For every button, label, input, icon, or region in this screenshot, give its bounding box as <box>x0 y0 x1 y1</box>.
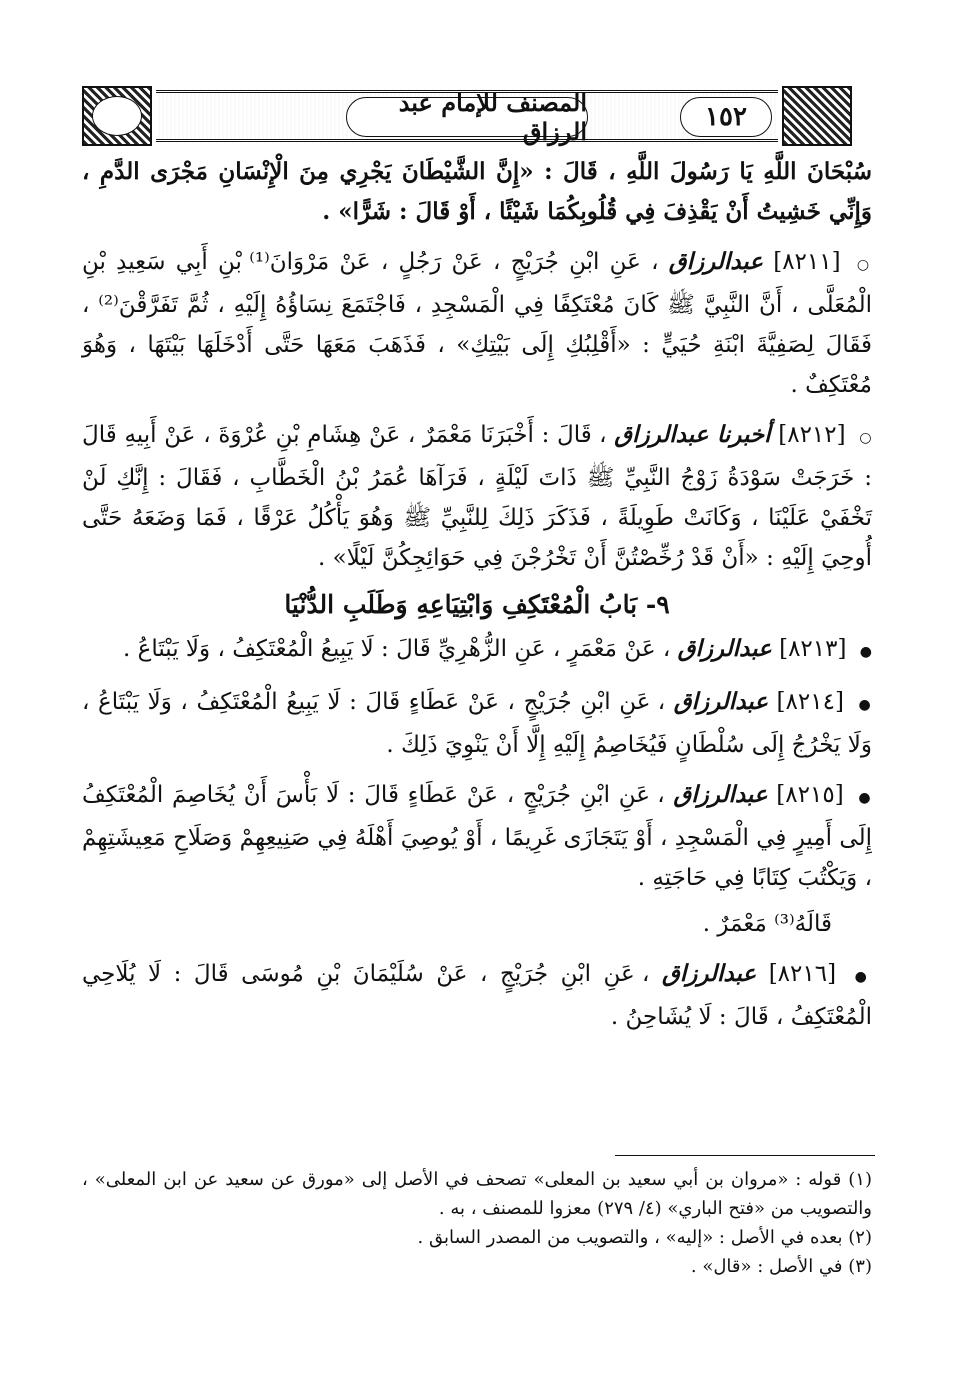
header-band <box>156 88 778 146</box>
footnote-number: (١) <box>848 1169 872 1190</box>
footnote-number: (٢) <box>848 1227 872 1248</box>
page-number-box <box>680 97 772 137</box>
entry-marker: ● <box>858 790 873 806</box>
narrator-lead: عبدالرزاق <box>677 635 772 662</box>
entry-marker: ● <box>859 644 872 660</box>
entry-number: [٨٢١٣] <box>779 636 847 662</box>
continuation-paragraph <box>82 152 872 232</box>
footnote-text: بعده في الأصل : «إليه» ، والتصويب من المصدر السابق . <box>417 1227 843 1248</box>
footnote <box>82 1223 872 1252</box>
page-number: ١٥٢ <box>705 102 747 132</box>
header-title-box <box>346 88 588 146</box>
chapter-heading: ٩- بَابُ الْمُعْتَكِفِ وَابْتِيَاعِهِ وَطَلَبِ الدُّنْيَا <box>284 590 670 619</box>
footnote <box>82 1252 872 1281</box>
entry-marker: ● <box>858 697 873 713</box>
publisher-logo <box>92 96 142 136</box>
entry-sub-text: قَالَهُ⁽³⁾ مَعْمَرٌ . <box>702 911 832 937</box>
narrator-lead: عبدالرزاق <box>661 960 757 987</box>
entry-text: ، عَنِ ابْنِ جُرَيْجٍ ، عَنْ رَجُلٍ ، عَنْ مَرْوَانَ⁽¹⁾ بْنِ أَبِي سَعِيدِ بْنِ الْمُعَلَّى ، أَنَّ النَّبِيَّ ﷺ كَانَ مُعْتَكِفًا فِي الْمَسْجِدِ ، فَاجْتَمَعَ نِسَاؤُهُ إِلَيْهِ ، ثُمَّ تَفَرَّقْنَ⁽²⁾ ، فَقَالَ لِصَفِيَّةَ ابْنَةِ حُيَيٍّ : «أَقْلِبُكِ إِلَى بَيْتِكِ» ، فَذَهَبَ مَعَهَا حَتَّى أَدْخَلَهَا بَيْتَهَا ، وَهُوَ مُعْتَكِفٌ . <box>82 249 872 398</box>
entry-text: ، عَنِ ابْنِ جُرَيْجٍ ، عَنْ عَطَاءٍ قَالَ : لَا يَبِيعُ الْمُعْتَكِفُ ، وَلَا يَبْتَاعُ ، وَلَا يَخْرُجُ إِلَى سُلْطَانٍ فَيُخَاصِمُ إِلَيْهِ إِلَّا أَنْ يَنْوِيَ ذَلِكَ . <box>82 689 872 758</box>
entry-marker: ○ <box>859 430 872 446</box>
main-text <box>82 152 872 1043</box>
entry-number: [٨٢١٤] <box>776 689 844 715</box>
header-ornament-right <box>782 86 852 146</box>
entry-number: [٨٢١٦] <box>768 961 837 987</box>
entry-text: ، عَنْ مَعْمَرٍ ، عَنِ الزُّهْرِيِّ قَالَ : لَا يَبِيعُ الْمُعْتَكِفُ ، وَلَا يَبْتَاعُ . <box>122 636 671 662</box>
hadith-entry <box>82 954 872 1037</box>
entry-marker: ○ <box>856 257 873 273</box>
paragraph-text: سُبْحَانَ اللَّهِ يَا رَسُولَ اللَّهِ ، قَالَ : «إِنَّ الشَّيْطَانَ يَجْرِي مِنَ الْإِنْسَانِ مَجْرَى الدَّمِ ، وَإِنِّي خَشِيتُ أَنْ يَقْذِفَ فِي قُلُوبِكُمَا شَيْئًا ، أَوْ قَالَ : شَرًّا» . <box>82 158 872 225</box>
header-ornament-left <box>82 86 152 146</box>
hadith-entry <box>82 775 872 898</box>
hadith-entry <box>82 682 872 765</box>
entry-number: [٨٢١٢] <box>778 422 846 448</box>
entry-sub-line <box>82 904 872 944</box>
entry-marker: ● <box>854 969 873 985</box>
narrator-lead: أخبرنا عبدالرزاق <box>614 421 771 448</box>
hadith-entry <box>82 629 872 672</box>
entry-number: [٨٢١١] <box>773 249 841 275</box>
entry-text: ، عَنِ ابْنِ جُرَيْجٍ ، عَنْ سُلَيْمَانَ بْنِ مُوسَى قَالَ : لَا يُلَاحِي الْمُعْتَكِفُ ، قَالَ : لَا يُشَاحِنُ . <box>82 961 872 1030</box>
footnote-divider <box>615 1155 875 1156</box>
hadith-entry <box>82 415 872 578</box>
entry-text: ، قَالَ : أَخْبَرَنَا مَعْمَرٌ ، عَنْ هِشَامِ بْنِ عُرْوَةَ ، عَنْ أَبِيهِ قَالَ : خَرَجَتْ سَوْدَةُ زَوْجُ النَّبِيِّ ﷺ ذَاتَ لَيْلَةٍ ، فَرَآهَا عُمَرُ بْنُ الْخَطَّابِ ، فَقَالَ : إِنَّكِ لَنْ تَخْفَيْ عَلَيْنَا ، وَكَانَتْ طَوِيلَةً ، فَذَكَرَ ذَلِكَ لِلنَّبِيِّ ﷺ وَهُوَ يَأْكُلُ عَرْقًا ، فَمَا وَضَعَهُ حَتَّى أُوحِيَ إِلَيْهِ : «أَنْ قَدْ رُخِّصْتُنَّ أَنْ تَخْرُجْنَ فِي حَوَائِجِكُنَّ لَيْلًا» . <box>82 422 872 571</box>
narrator-lead: عبدالرزاق <box>668 248 763 275</box>
entry-number: [٨٢١٥] <box>776 782 844 808</box>
narrator-lead: عبدالرزاق <box>673 781 768 808</box>
entry-text: ، عَنِ ابْنِ جُرَيْجٍ ، عَنْ عَطَاءٍ قَالَ : لَا بَأْسَ أَنْ يُخَاصِمَ الْمُعْتَكِفُ إِلَى أَمِيرٍ فِي الْمَسْجِدِ ، أَوْ يَتَجَازَى غَرِيمًا ، أَوْ يُوصِيَ أَهْلَهُ فِي صَنِيعِهِمْ وَصَلَاحِ مَعِيشَتِهِمْ ، وَيَكْتُبَ كِتَابًا فِي حَاجَتِهِ . <box>82 782 872 891</box>
book-title: المصنف للإمام عبد الرزاق <box>398 88 587 146</box>
running-header <box>82 86 852 146</box>
footnote <box>82 1165 872 1223</box>
footnotes <box>82 1165 872 1281</box>
footnote-number: (٣) <box>848 1256 872 1277</box>
hadith-entry <box>82 242 872 405</box>
footnote-text: قوله : «مروان بن أبي سعيد بن المعلى» تصحف في الأصل إلى «مورق عن سعيد عن ابن المعلى» ، والتصويب من «فتح الباري» (٤/ ٢٧٩) معزوا للمصنف ، به . <box>82 1169 872 1219</box>
narrator-lead: عبدالرزاق <box>673 688 768 715</box>
footnote-text: في الأصل : «قال» . <box>690 1256 843 1277</box>
